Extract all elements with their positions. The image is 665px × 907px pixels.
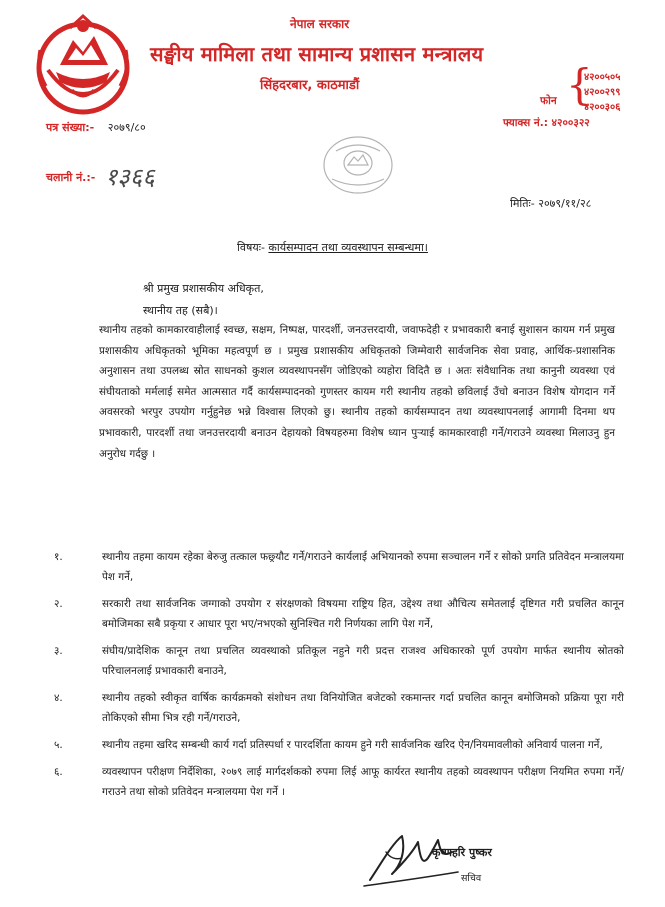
phone-number: ४२००५०५	[584, 72, 621, 83]
list-item-text: सरकारी तथा सार्वजनिक जग्गाको उपयोग र संरक्षणको विषयमा राष्ट्रिय हित, उद्देश्य तथा औचित्य समेतलाई दृष्टिगत गरी प्रचलित कानून बमोजिमका सबै प्रकृया र आधार पूरा भए/नभएको सुनिश्चित गरी निर्णयका लागि पेश गर्ने,	[102, 598, 624, 630]
list-item	[54, 641, 624, 681]
list-item-text: स्थानीय तहमा खरिद सम्बन्धी कार्य गर्दा प्रतिस्पर्धा र पारदर्शिता कायम हुने गरी सार्वजनिक खरिद ऐन/नियमावलीको अनिवार्य पालना गर्ने,	[102, 739, 603, 751]
signatory-title: सचिव	[461, 873, 482, 884]
body-paragraph: स्थानीय तहको कामकारवाहीलाई स्वच्छ, सक्षम, निष्पक्ष, पारदर्शी, जनउत्तरदायी, जवाफदेही र प्रभावकारी बनाई सुशासन कायम गर्न प्रमुख प्रशासकीय अधिकृतको भूमिका महत्वपूर्ण छ । प्रमुख प्रशासकीय अधिकृतको जिम्मेवारी सार्वजनिक सेवा प्रवाह, आर्थिक-प्रशासनिक अनुशासन तथा उपलब्ध स्रोत साधनको कुशल व्यवस्थापनसँग जोडिएको व्यहोरा विदितै छ । अतः संवैधानिक तथा कानुनी व्यवस्था एवं संघीयताको मर्मलाई समेत आत्मसात गर्दै कार्यसम्पादनको गुणस्तर कायम गरी स्थानीय तहको छविलाई उँचो बनाउन विशेष योगदान गर्ने अवसरको भरपुर उपयोग गर्नुहुनेछ भन्ने विश्वास लिएको छु। स्थानीय तहको कार्यसम्पादन तथा व्यवस्थापनलाई आगामी दिनमा थप प्रभावकारी, पारदर्शी तथा जनउत्तरदायी बनाउन देहायको विषयहरुमा विशेष ध्यान पुऱ्याई कामकारवाही गर्ने/गराउने व्यवस्था मिलाउनु हुन अनुरोध गर्दछु ।	[99, 324, 615, 460]
chalani-label: चलानी नं.:-	[46, 171, 96, 184]
list-item-number: ४.	[54, 692, 63, 704]
subject-text: कार्यसम्पादन तथा व्यवस्थापन सम्बन्धमा।	[268, 241, 428, 254]
list-item	[54, 735, 624, 755]
phone-brace: {	[566, 60, 593, 109]
list-item-text: संघीय/प्रादेशिक कानून तथा प्रचलित व्यवस्थाको प्रतिकूल नहुने गरी प्रदत्त राजश्व अधिकारको पूर्ण उपयोग मार्फत स्थानीय स्रोतको परिचालनलाई प्रभावकारी बनाउने,	[102, 645, 624, 677]
phone-label: फोन	[540, 95, 557, 107]
list-item-number: २.	[54, 598, 63, 610]
reference-row	[46, 120, 146, 135]
list-item	[54, 594, 624, 634]
list-item	[54, 762, 624, 802]
directive-list	[54, 547, 624, 809]
phone-numbers	[584, 70, 620, 115]
phone-number: ४२००३०६	[584, 102, 621, 113]
phone-number: ४२००२९९	[584, 87, 621, 98]
ministry-name: सङ्घीय मामिला तथा सामान्य प्रशासन मन्त्रालय	[150, 42, 484, 66]
government-name: नेपाल सरकार	[290, 17, 350, 31]
list-item-text: व्यवस्थापन परीक्षण निर्देशिका, २०७९ लाई मार्गदर्शकको रुपमा लिई आफू कार्यरत स्थानीय तहको व्यवस्थापन परीक्षण नियमित रुपमा गर्ने/गराउने तथा सोको प्रतिवेदन मन्त्रालयमा पेश गर्ने ।	[102, 766, 624, 798]
chalani-row	[46, 160, 155, 193]
nepal-emblem-logo	[28, 10, 138, 120]
subject-label: विषयः-	[237, 241, 265, 254]
addressee-block	[143, 278, 264, 322]
reference-number: २०७९/८०	[107, 121, 146, 134]
list-item	[54, 547, 624, 587]
list-item-number: ३.	[54, 645, 63, 657]
fax-label: फ्याक्स नं.:	[503, 117, 548, 129]
letter-date: मितिः- २०७९/११/२८	[510, 197, 592, 210]
office-stamp	[318, 133, 398, 197]
reference-label: पत्र संख्या:-	[46, 121, 95, 134]
fax-number: ४२००३२२	[551, 117, 590, 129]
list-item-text: स्थानीय तहको स्वीकृत वार्षिक कार्यक्रमको संशोधन तथा विनियोजित बजेटको रकमान्तर गर्दा प्रचलित कानून बमोजिमको प्रक्रिया पूरा गरी तोकिएको सीमा भित्र रही गर्ने/गराउने,	[102, 692, 624, 724]
list-item-number: ५.	[54, 739, 63, 751]
signatory-name: कृष्णहरि पुष्कर	[432, 846, 492, 859]
chalani-number-handwritten: १३६६	[104, 163, 155, 191]
list-item-number: १.	[54, 551, 63, 563]
ministry-address: सिंहदरबार, काठमाडौं	[260, 78, 360, 93]
list-item-number: ६.	[54, 766, 63, 778]
subject-line	[0, 240, 665, 255]
list-item	[54, 688, 624, 728]
addressee-line: श्री प्रमुख प्रशासकीय अधिकृत,	[143, 282, 264, 295]
fax-line	[503, 116, 590, 130]
list-item-text: स्थानीय तहमा कायम रहेका बेरुजु तत्काल फछ्र्यौट गर्ने/गराउने कार्यलाई अभियानको रुपमा सञ्चालन गर्ने र सोको प्रगति प्रतिवेदन मन्त्रालयमा पेश गर्ने,	[102, 551, 624, 583]
addressee-line: स्थानीय तह (सबै)।	[143, 304, 218, 317]
